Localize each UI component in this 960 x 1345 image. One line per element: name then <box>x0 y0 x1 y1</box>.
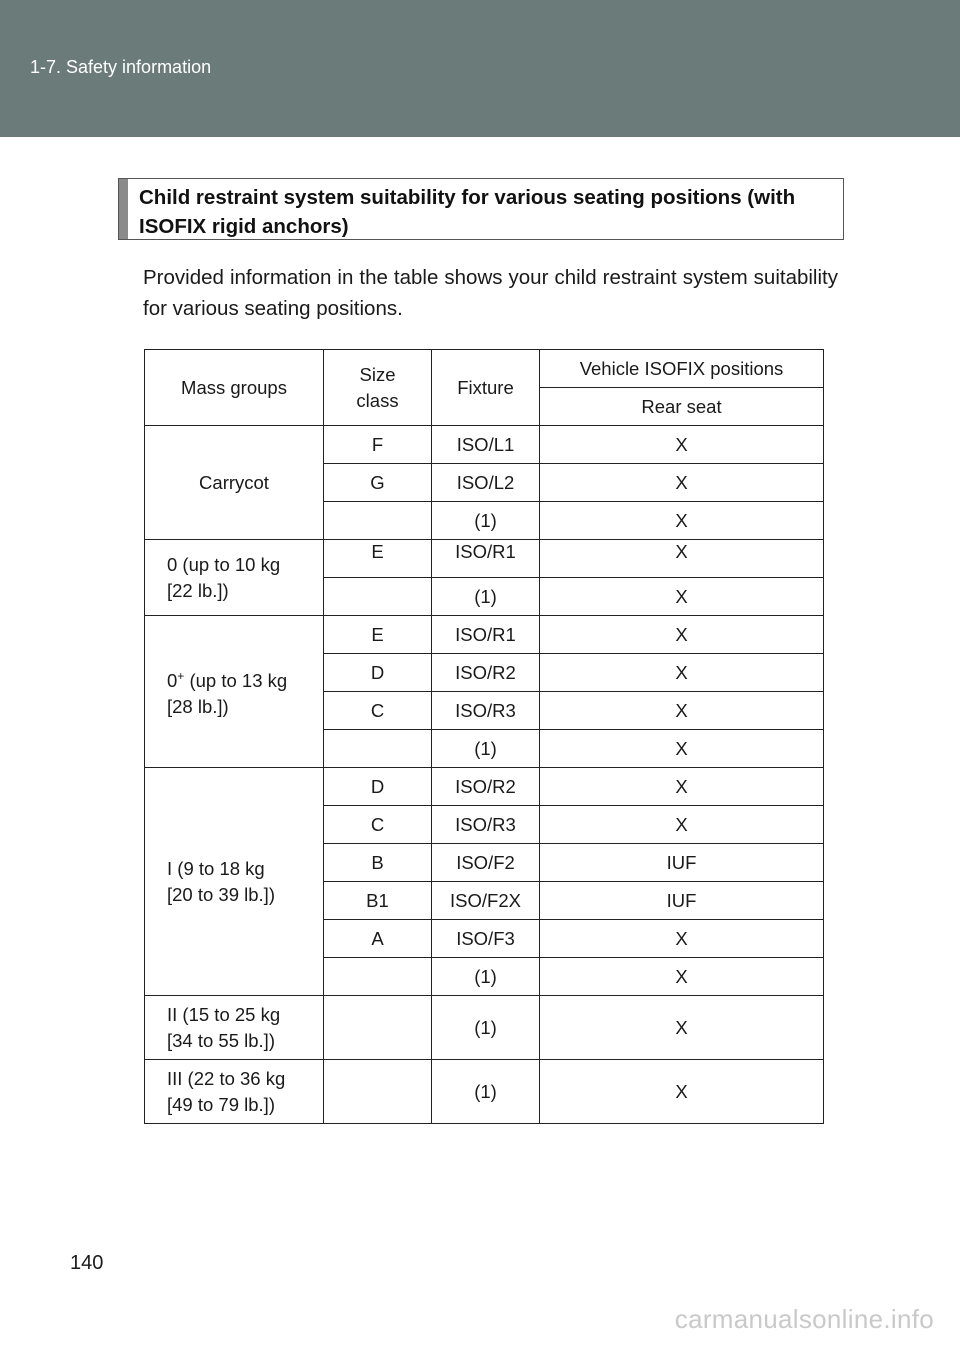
size-class-cell <box>324 730 432 768</box>
mass-line-1: 0 (up to 10 kg <box>167 553 281 575</box>
size-class-cell <box>324 1060 432 1124</box>
chapter-header-band <box>0 0 960 137</box>
rear-seat-cell: X <box>540 730 824 768</box>
rear-seat-cell: X <box>540 502 824 540</box>
header-size-class-text: Size class <box>356 363 399 411</box>
fixture-cell: (1) <box>432 1060 540 1124</box>
mass-group-0-plus <box>145 616 324 768</box>
rear-seat-cell: IUF <box>540 882 824 920</box>
size-class-cell: C <box>324 806 432 844</box>
rear-seat-cell: X <box>540 806 824 844</box>
mass-line-1: III (22 to 36 kg <box>167 1067 286 1089</box>
fixture-cell: ISO/F2X <box>432 882 540 920</box>
fixture-cell: ISO/R1 <box>432 616 540 654</box>
size-class-cell: F <box>324 426 432 464</box>
page-number: 140 <box>70 1252 104 1274</box>
intro-paragraph: Provided information in the table shows your child restraint system suitability for various seating positions. <box>143 266 838 320</box>
mass-line-1-rest: (up to 13 kg <box>184 670 288 692</box>
header-mass-groups: Mass groups <box>145 350 324 426</box>
rear-seat-cell: X <box>540 1060 824 1124</box>
section-label: 1-7. Safety information <box>30 57 212 77</box>
size-class-cell: E <box>324 616 432 654</box>
size-class-cell: B1 <box>324 882 432 920</box>
rear-seat-cell: X <box>540 920 824 958</box>
size-class-cell: B <box>324 844 432 882</box>
fixture-cell: ISO/R3 <box>432 806 540 844</box>
header-rear-seat: Rear seat <box>540 388 824 426</box>
fixture-cell: ISO/R2 <box>432 654 540 692</box>
rear-seat-cell: X <box>540 958 824 996</box>
size-class-cell <box>324 502 432 540</box>
rear-seat-cell: X <box>540 768 824 806</box>
subsection-title: Child restraint system suitability for various seating positions (with ISOFIX rigid anchors) <box>139 186 796 238</box>
header-size-class <box>324 350 432 426</box>
mass-group-0 <box>145 540 324 616</box>
rear-seat-cell: IUF <box>540 844 824 882</box>
mass-line-1: II (15 to 25 kg <box>167 1003 281 1025</box>
rear-seat-cell: X <box>540 996 824 1060</box>
fixture-cell: ISO/L2 <box>432 464 540 502</box>
size-class-cell <box>324 958 432 996</box>
mass-line-2: [20 to 39 lb.]) <box>167 883 275 905</box>
size-class-cell: C <box>324 692 432 730</box>
rear-seat-cell: X <box>540 464 824 502</box>
rear-seat-cell: X <box>540 654 824 692</box>
heading-accent-bar <box>119 179 128 239</box>
mass-group-ii <box>145 996 324 1060</box>
size-class-cell: G <box>324 464 432 502</box>
watermark: carmanualsonline.info <box>674 1304 934 1334</box>
mass-line-1: I (9 to 18 kg <box>167 857 265 879</box>
fixture-cell: (1) <box>432 996 540 1060</box>
rear-seat-cell: X <box>540 540 824 578</box>
fixture-cell: (1) <box>432 730 540 768</box>
mass-line-2: [49 to 79 lb.]) <box>167 1093 275 1115</box>
fixture-cell: ISO/R3 <box>432 692 540 730</box>
mass-base: 0 <box>167 670 178 692</box>
mass-superscript: + <box>177 668 185 683</box>
size-class-cell: A <box>324 920 432 958</box>
fixture-cell: (1) <box>432 578 540 616</box>
size-class-cell <box>324 996 432 1060</box>
mass-line-2: [34 to 55 lb.]) <box>167 1029 275 1051</box>
fixture-cell: ISO/F3 <box>432 920 540 958</box>
fixture-cell: ISO/R1 <box>432 540 540 578</box>
isofix-suitability-table <box>144 349 824 1124</box>
rear-seat-cell: X <box>540 426 824 464</box>
subsection-heading <box>118 178 844 240</box>
rear-seat-cell: X <box>540 578 824 616</box>
size-class-cell: E <box>324 540 432 578</box>
rear-seat-cell: X <box>540 616 824 654</box>
mass-group-i <box>145 768 324 996</box>
rear-seat-cell: X <box>540 692 824 730</box>
mass-group-carrycot: Carrycot <box>145 426 324 540</box>
size-class-cell <box>324 578 432 616</box>
mass-line-2: [28 lb.]) <box>167 696 229 718</box>
mass-line-2: [22 lb.]) <box>167 579 229 601</box>
fixture-cell: ISO/R2 <box>432 768 540 806</box>
fixture-cell: ISO/F2 <box>432 844 540 882</box>
fixture-cell: (1) <box>432 958 540 996</box>
mass-group-iii <box>145 1060 324 1124</box>
header-fixture: Fixture <box>432 350 540 426</box>
fixture-cell: ISO/L1 <box>432 426 540 464</box>
fixture-cell: (1) <box>432 502 540 540</box>
size-class-cell: D <box>324 768 432 806</box>
size-class-cell: D <box>324 654 432 692</box>
header-vehicle-isofix-positions: Vehicle ISOFIX positions <box>540 350 824 388</box>
